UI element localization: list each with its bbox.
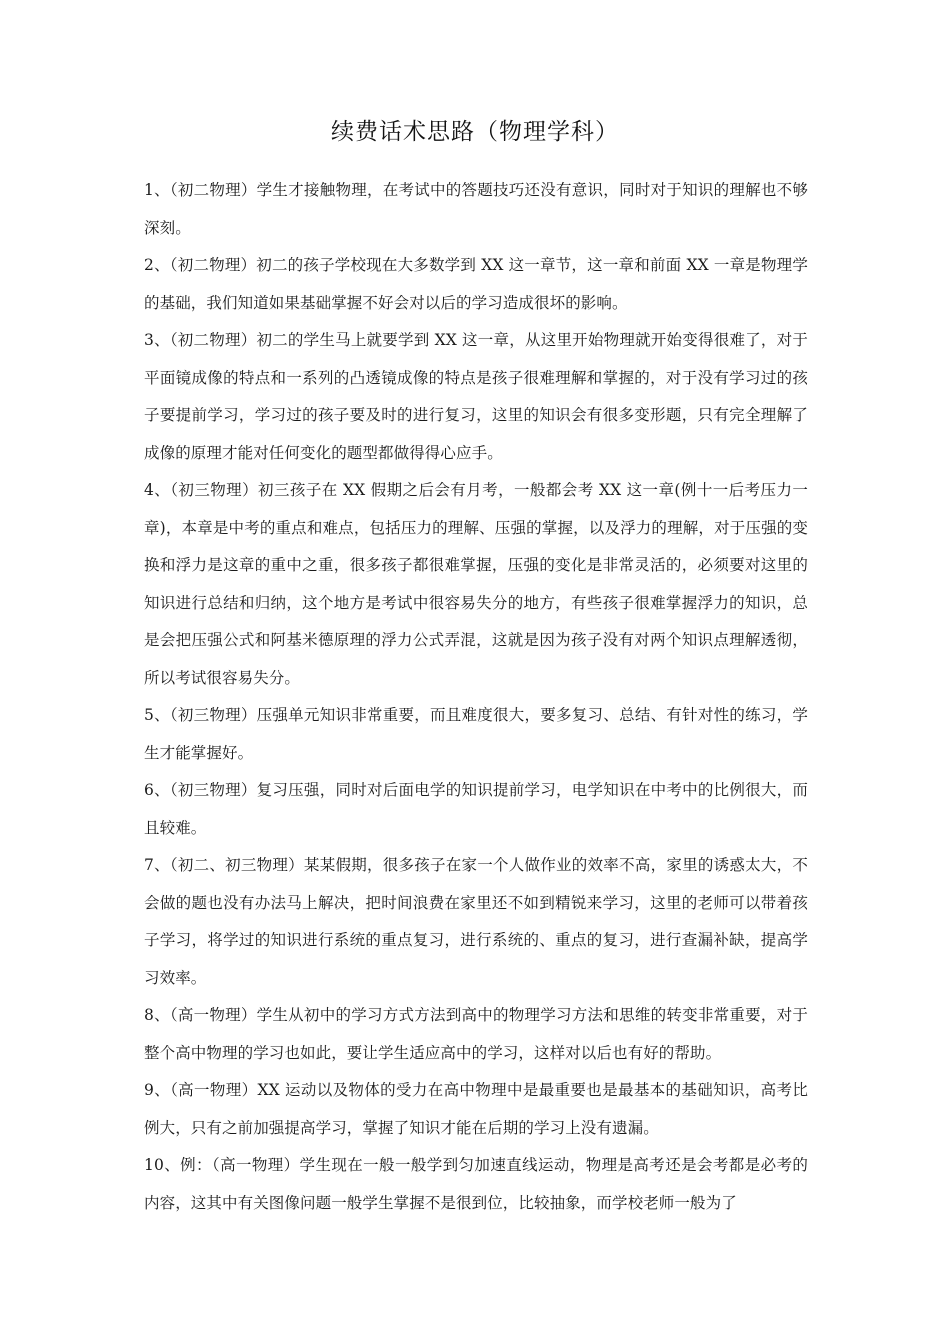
document-body bbox=[144, 172, 808, 1222]
paragraph-6: 6、（初三物理）复习压强，同时对后面电学的知识提前学习，电学知识在中考中的比例很大，而且较难。 bbox=[144, 781, 808, 837]
paragraph-9: 9、（高一物理）XX 运动以及物体的受力在高中物理中是最重要也是最基本的基础知识，高考比例大，只有之前加强提高学习，掌握了知识才能在后期的学习上没有遗漏。 bbox=[144, 1081, 808, 1137]
paragraph-1: 1、（初二物理）学生才接触物理，在考试中的答题技巧还没有意识，同时对于知识的理解也不够深刻。 bbox=[144, 181, 808, 237]
paragraph-2: 2、（初二物理）初二的孩子学校现在大多数学到 XX 这一章节，这一章和前面 XX 一章是物理学的基础，我们知道如果基础掌握不好会对以后的学习造成很坏的影响。 bbox=[144, 256, 808, 312]
paragraph-10: 10、例：（高一物理）学生现在一般一般学到匀加速直线运动，物理是高考还是会考都是必考的内容，这其中有关图像问题一般学生掌握不是很到位，比较抽象，而学校老师一般为了 bbox=[144, 1156, 808, 1212]
paragraph-4: 4、（初三物理）初三孩子在 XX 假期之后会有月考，一般都会考 XX 这一章(例十一后考压力一章)，本章是中考的重点和难点，包括压力的理解、压强的掌握，以及浮力的理解，对于压强的变换和浮力是这章的重中之重，很多孩子都很难掌握，压强的变化是非常灵活的，必须要对这里的知识进行总结和归纳，这个地方是考试中很容易失分的地方，有些孩子很难掌握浮力的知识，总是会把压强公式和阿基米德原理的浮力公式弄混，这就是因为孩子没有对两个知识点理解透彻，所以考试很容易失分。 bbox=[144, 481, 808, 687]
paragraph-8: 8、（高一物理）学生从初中的学习方式方法到高中的物理学习方法和思维的转变非常重要，对于整个高中物理的学习也如此，要让学生适应高中的学习，这样对以后也有好的帮助。 bbox=[144, 1006, 808, 1062]
document-title: 续费话术思路（物理学科） bbox=[331, 119, 619, 145]
paragraph-5: 5、（初三物理）压强单元知识非常重要，而且难度很大，要多复习、总结、有针对性的练习，学生才能掌握好。 bbox=[144, 706, 808, 762]
paragraph-3: 3、（初二物理）初二的学生马上就要学到 XX 这一章，从这里开始物理就开始变得很难了，对于平面镜成像的特点和一系列的凸透镜成像的特点是孩子很难理解和掌握的，对于没有学习过的孩子要提前学习，学习过的孩子要及时的进行复习，这里的知识会有很多变形题，只有完全理解了成像的原理才能对任何变化的题型都做得得心应手。 bbox=[144, 331, 808, 462]
paragraph-7: 7、（初二、初三物理）某某假期，很多孩子在家一个人做作业的效率不高，家里的诱惑太大，不会做的题也没有办法马上解决，把时间浪费在家里还不如到精锐来学习，这里的老师可以带着孩子学习，将学过的知识进行系统的重点复习，进行系统的、重点的复习，进行查漏补缺，提高学习效率。 bbox=[144, 856, 808, 987]
